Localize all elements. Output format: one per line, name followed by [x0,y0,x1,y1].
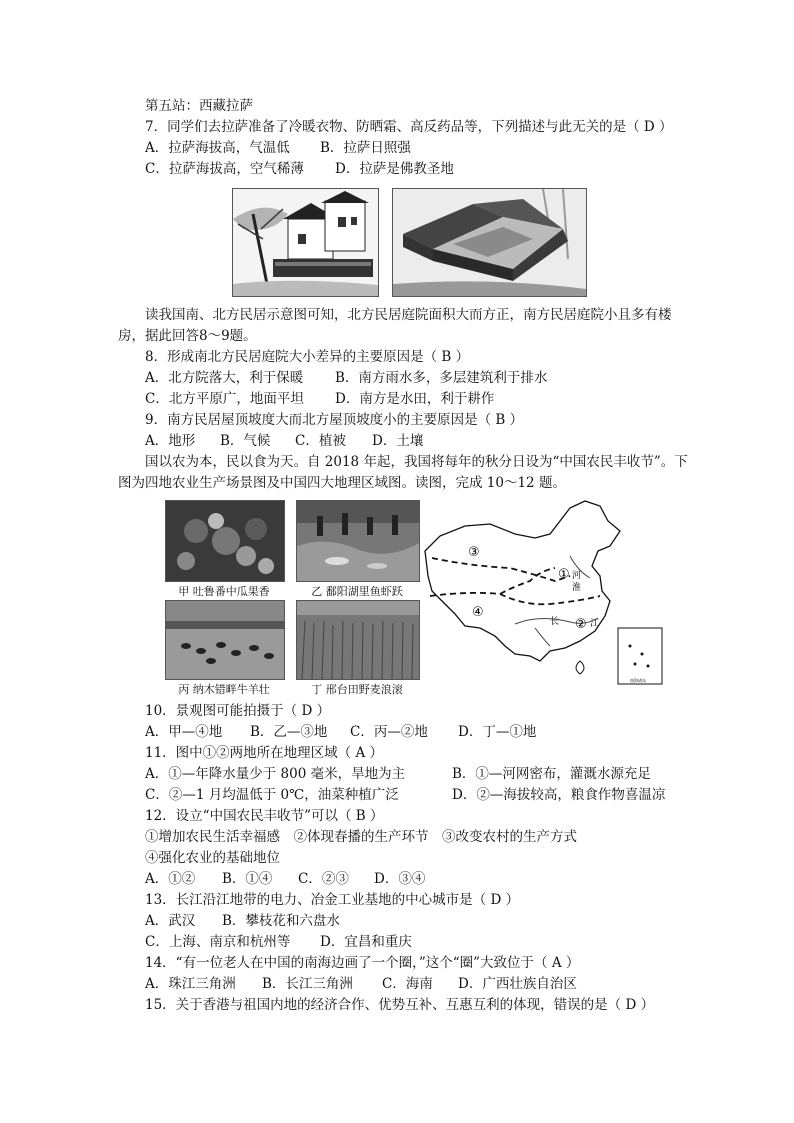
caption-jia: 甲 吐鲁番中瓜果香 [178,585,270,598]
q14-option-b: B．长江三角洲 [262,976,353,992]
q13-stem: 13．长江沿江地带的电力、冶金工业基地的中心城市是（ D ） [145,892,520,908]
q7-option-d: D．拉萨是佛教圣地 [335,161,454,177]
q7-option-c: C．拉萨海拔高，空气稀薄 [145,161,304,177]
q11-option-c: C．②—1 月均温低于 0℃，油菜种植广泛 [145,787,399,803]
intro-q10-q12: 国以农为本，民以食为天。自 2018 年起，我国将每年的秋分日设为“中国农民丰收节”。下图为四地农业生产场景图及中国四大地理区域图。读图，完成 10～12 题。 [118,454,688,491]
q8-option-b: B．南方雨水多，多层建筑利于排水 [335,370,548,386]
q8-option-a: A．北方院落大，利于保暖 [145,370,304,386]
q14-option-c: C．海南 [382,976,433,992]
q10-option-d: D．丁—①地 [458,724,537,740]
q7-option-a: A．拉萨海拔高，气温低 [145,140,290,156]
photo-bing-namtso-cattle [165,600,285,680]
q13-option-d: D．宜昌和重庆 [320,934,412,950]
map-inset-label: 南海诸岛 [630,678,646,683]
caption-yi: 乙 鄱阳湖里鱼虾跃 [311,585,403,598]
q9-option-c: C．植被 [295,433,346,449]
q11-option-b: B．①—河网密布，灌溉水源充足 [452,766,651,782]
q10-stem: 10．景观图可能拍摄于（ D ） [145,703,331,719]
station-title: 第五站：西藏拉萨 [145,98,253,114]
q9-option-a: A．地形 [145,433,196,449]
q10-option-a: A．甲—④地 [145,724,223,740]
q12-option-a: A．①② [145,871,196,887]
intro-q8-q9: 读我国南、北方民居示意图可知，北方民居庭院面积大而方正，南方民居庭院小且多有楼房，据此回答8～9题。 [118,307,672,344]
photo-yi-poyang-fishing [296,500,420,582]
q12-option-c: C．②③ [298,871,349,887]
caption-ding: 丁 邢台田野麦浪滚 [311,683,403,696]
q13-option-a: A．武汉 [145,913,196,929]
q11-stem: 11．图中①②两地所在地理区域（ A ） [145,745,384,761]
photo-jia-turpan-grapes [165,500,285,582]
q11-option-a: A．①—年降水量少于 800 毫米，旱地为主 [145,766,406,782]
q7-stem: 7．同学们去拉萨准备了冷暖衣物、防晒霜、高反药品等，下列描述与此无关的是（ D ） [145,119,673,135]
q11-option-d: D．②—海拔较高，粮食作物喜温凉 [452,787,666,803]
q8-option-c: C．北方平原广，地面平坦 [145,391,304,407]
q14-option-d: D．广西壮族自治区 [458,976,577,992]
q13-option-b: B．攀枝花和六盘水 [222,913,340,929]
q9-option-d: D．土壤 [372,433,424,449]
q7-option-b: B．拉萨日照强 [320,140,411,156]
map-label-he: 河 [572,571,582,581]
q12-stem: 12．设立“中国农民丰收节”可以（ B ） [145,808,384,824]
southern-house-image [232,188,379,297]
caption-bing: 丙 纳木错畔牛羊壮 [178,683,270,696]
q9-option-b: B．气候 [220,433,271,449]
q15-stem: 15．关于香港与祖国内地的经济合作、优势互补、互惠互利的体现，错误的是（ D ） [145,997,655,1013]
map-label-region-1: ① [558,567,570,582]
map-label-huai: 淮 [572,583,582,593]
map-label-region-3: ③ [468,545,480,560]
q8-option-d: D．南方是水田，利于耕作 [335,391,495,407]
q10-option-c: C．丙—②地 [350,724,428,740]
northern-courtyard-image [392,188,587,297]
photo-ding-xingtai-wheat [296,600,420,680]
q12-statements-1: ①增加农民生活幸福感 ②体现春播的生产环节 ③改变农村的生产方式 [145,829,577,845]
q12-statements-2: ④强化农业的基础地位 [145,850,280,866]
q8-stem: 8．形成南北方民居庭院大小差异的主要原因是（ B ） [145,349,470,365]
q10-option-b: B．乙—③地 [250,724,328,740]
china-regions-map [420,496,666,688]
q12-option-b: B．①④ [222,871,273,887]
map-label-region-4: ④ [472,605,484,620]
q14-stem: 14．“有一位老人在中国的南海边画了一个圈，”这个“圈”大致位于（ A ） [145,955,580,971]
q13-option-c: C．上海、南京和杭州等 [145,934,291,950]
q9-stem: 9．南方民居屋顶坡度大而北方屋顶坡度小的主要原因是（ B ） [145,412,524,428]
map-label-jiang: 江 [590,619,600,629]
map-label-chang: 长 [550,617,560,627]
map-label-region-2: ② [575,617,587,632]
q12-option-d: D．③④ [374,871,426,887]
q14-option-a: A．珠江三角洲 [145,976,236,992]
